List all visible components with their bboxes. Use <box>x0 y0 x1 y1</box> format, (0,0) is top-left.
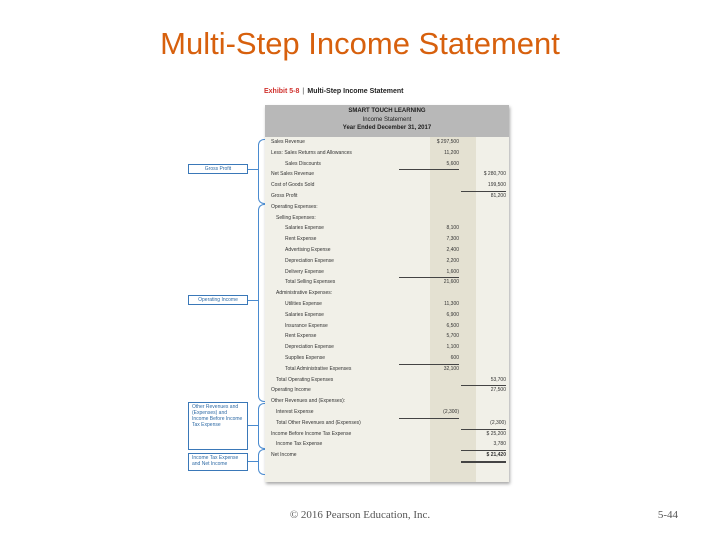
report-name: Income Statement <box>362 116 412 123</box>
row-label: Net Income <box>271 452 297 459</box>
table-row <box>265 277 509 288</box>
footer-copyright: © 2016 Pearson Education, Inc. <box>289 509 431 521</box>
operating-income-connector <box>248 300 258 301</box>
row-label: Sales Revenue <box>271 139 305 145</box>
table-row <box>265 191 509 202</box>
row-value-outer: 199,500 <box>461 180 506 192</box>
company-name: SMART TOUCH LEARNING <box>348 108 426 114</box>
row-value-outer: (2,300) <box>461 418 506 430</box>
callout-other-revenues: Other Revenues and (Expenses) and Income Before Income Tax Expense <box>188 402 248 450</box>
table-row <box>265 202 509 213</box>
row-value-inner: 5,600 <box>399 159 459 171</box>
row-value-inner: 8,100 <box>446 225 459 232</box>
row-value-inner: 6,900 <box>446 311 459 318</box>
row-value-outer: $ 25,200 <box>486 430 506 437</box>
slide-title: Multi-Step Income Statement <box>160 26 560 61</box>
row-value-inner: (2,300) <box>399 407 459 419</box>
table-row <box>265 385 509 396</box>
row-label: Delivery Expense <box>285 268 324 275</box>
row-value-inner: 1,600 <box>399 267 459 279</box>
row-label: Total Selling Expenses <box>285 279 336 286</box>
row-label: Salaries Expense <box>285 225 324 232</box>
row-label: Advertising Expense <box>285 246 331 253</box>
table-row <box>265 137 509 148</box>
table-row <box>265 288 509 299</box>
row-value-outer: 53,700 <box>461 375 506 387</box>
row-value-outer: 81,200 <box>490 192 506 199</box>
table-row <box>265 169 509 180</box>
row-label: Total Operating Expenses <box>276 376 334 383</box>
table-row <box>265 310 509 321</box>
exhibit-separator: | <box>302 88 305 95</box>
exhibit-label: Exhibit 5-8 <box>264 88 300 95</box>
row-label: Income Before Income Tax Expense <box>271 430 352 437</box>
exhibit-title: Multi-Step Income Statement <box>307 88 404 95</box>
row-label: Net Sales Revenue <box>271 171 315 178</box>
table-row <box>265 429 509 440</box>
statement-rows <box>265 137 509 461</box>
row-value-inner: 11,200 <box>444 149 459 156</box>
table-row <box>265 180 509 191</box>
gross-profit-brace <box>258 139 265 204</box>
row-value-outer: 3,780 <box>461 439 506 451</box>
row-label: Selling Expenses: <box>276 214 316 221</box>
row-value-inner: 5,700 <box>446 333 459 340</box>
row-value-inner: 1,100 <box>446 344 459 351</box>
table-row <box>265 267 509 278</box>
table-row <box>265 223 509 234</box>
row-label: Operating Expenses: <box>271 203 318 210</box>
table-row <box>265 418 509 429</box>
table-row <box>265 234 509 245</box>
report-period: Year Ended December 31, 2017 <box>342 125 432 132</box>
row-label: Insurance Expense <box>285 322 328 329</box>
row-label: Rent Expense <box>285 236 317 243</box>
callout-gross-profit: Gross Profit <box>188 164 248 174</box>
table-row <box>265 245 509 256</box>
callout-operating-income: Operating Income <box>188 295 248 305</box>
gross-profit-connector <box>248 169 258 170</box>
table-row <box>265 331 509 342</box>
row-value-inner: $ 297,500 <box>436 139 459 145</box>
page-number: 5-44 <box>657 509 678 521</box>
row-value-outer: 27,500 <box>490 387 506 394</box>
table-row <box>265 396 509 407</box>
table-row <box>265 407 509 418</box>
row-value-inner: 6,500 <box>446 322 459 329</box>
table-row <box>265 375 509 386</box>
row-label: Cost of Goods Sold <box>271 182 315 189</box>
exhibit-heading <box>264 88 514 95</box>
table-row <box>265 213 509 224</box>
table-row <box>265 299 509 310</box>
row-value-inner: 2,400 <box>446 246 459 253</box>
row-label: Operating Income <box>271 387 311 394</box>
row-value-inner: 600 <box>399 353 459 365</box>
row-value-outer: $ 21,420 <box>461 450 506 463</box>
row-value-inner: 2,200 <box>446 257 459 264</box>
statement-header <box>265 105 509 137</box>
row-value-outer: $ 280,700 <box>483 171 506 178</box>
table-row <box>265 256 509 267</box>
tax-net-connector <box>248 461 258 462</box>
row-label: Less: Sales Returns and Allowances <box>271 149 352 156</box>
income-statement <box>265 105 509 482</box>
table-row <box>265 364 509 375</box>
other-connector <box>248 425 258 426</box>
table-row <box>265 439 509 450</box>
row-value-inner: 7,300 <box>446 236 459 243</box>
row-label: Other Revenues and (Expenses): <box>271 398 346 405</box>
row-label: Utilities Expense <box>285 300 322 307</box>
row-label: Total Administrative Expenses <box>285 365 352 372</box>
table-row <box>265 321 509 332</box>
row-label: Supplies Expense <box>285 354 326 361</box>
table-row <box>265 159 509 170</box>
operating-income-brace <box>258 204 265 402</box>
row-label: Interest Expense <box>276 408 314 415</box>
callout-tax-net-income: Income Tax Expense and Net Income <box>188 453 248 471</box>
row-value-inner: 21,600 <box>443 279 459 286</box>
row-label: Depreciation Expense <box>285 257 334 264</box>
row-label: Administrative Expenses: <box>276 290 333 297</box>
row-value-inner: 32,100 <box>443 365 459 372</box>
row-label: Total Other Revenues and (Expenses) <box>276 419 361 426</box>
row-value-inner: 11,300 <box>444 300 459 307</box>
table-row <box>265 353 509 364</box>
row-label: Salaries Expense <box>285 311 324 318</box>
table-row <box>265 148 509 159</box>
row-label: Sales Discounts <box>285 160 321 167</box>
other-brace <box>258 403 265 449</box>
table-row <box>265 450 509 461</box>
row-label: Depreciation Expense <box>285 344 334 351</box>
row-label: Rent Expense <box>285 333 317 340</box>
table-row <box>265 342 509 353</box>
tax-net-brace <box>258 449 265 475</box>
row-label: Gross Profit <box>271 192 298 199</box>
row-label: Income Tax Expense <box>276 441 323 448</box>
